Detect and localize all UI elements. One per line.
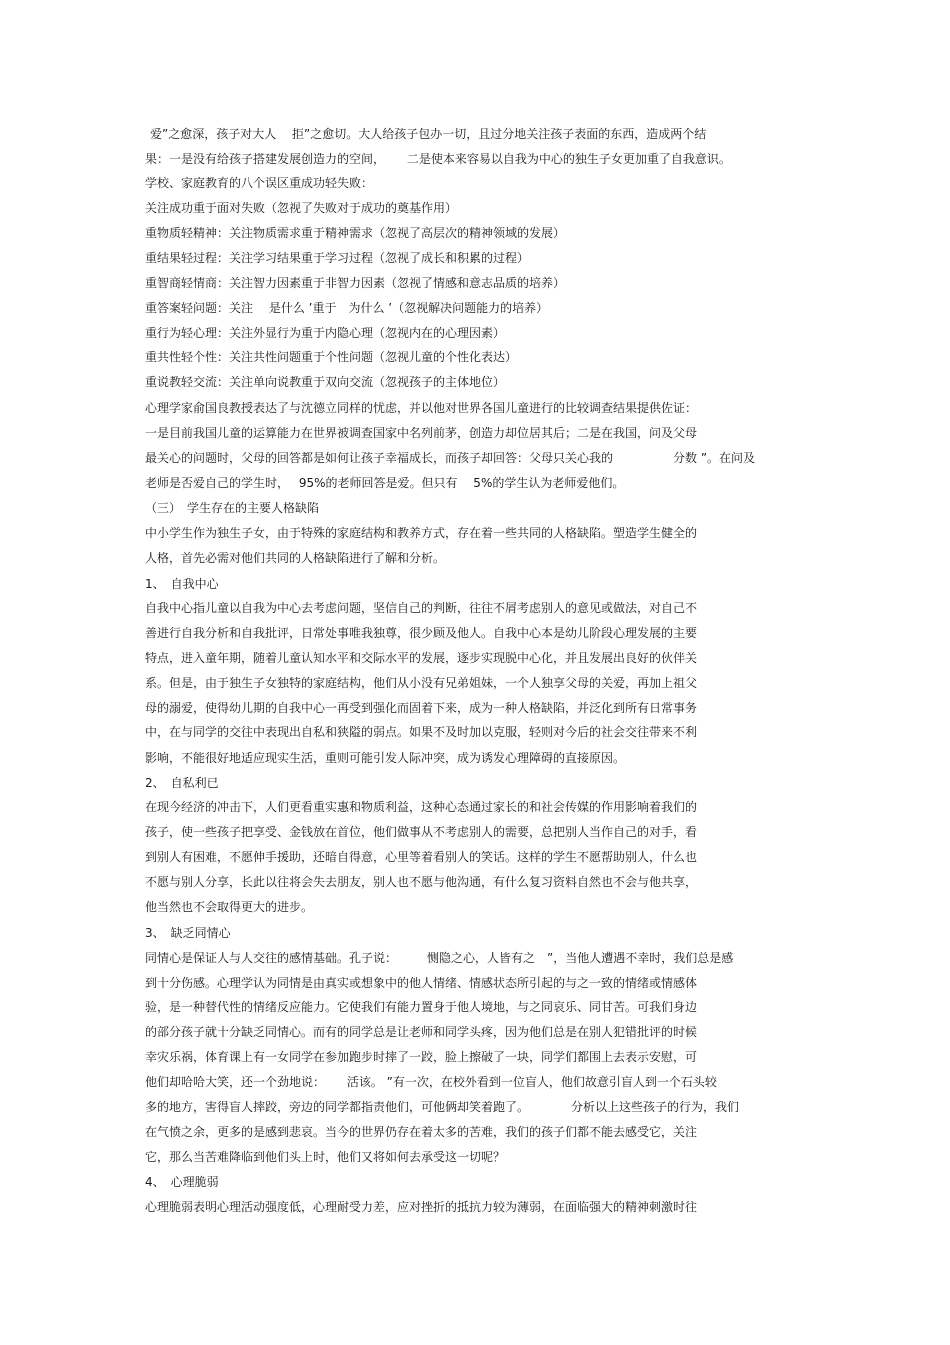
section-heading: （三） 学生存在的主要人格缺陷 — [145, 501, 320, 515]
text-line: 中小学生作为独生子女，由于特殊的家庭结构和教养方式，存在着一些共同的人格缺陷。塑造学生健全的 — [145, 526, 698, 540]
text-line: 中，在与同学的交往中表现出自私和狭隘的弱点。如果不及时加以克服，轻则对今后的社会交往带来不利 — [145, 725, 698, 739]
text-line: 在现今经济的冲击下，人们更看重实惠和物质利益，这种心态通过家长的和社会传媒的作用影响着我们的 — [145, 800, 698, 814]
text-line: 重行为轻心理：关注外显行为重于内隐心理（忽视内在的心理因素） — [145, 326, 506, 340]
text-line: 重物质轻精神：关注物质需求重于精神需求（忽视了高层次的精神领域的发展） — [145, 226, 566, 240]
text-line: 重结果轻过程：关注学习结果重于学习过程（忽视了成长和积累的过程） — [145, 251, 530, 265]
text-line: 重智商轻情商：关注智力因素重于非智力因素（忽视了情感和意志品质的培养） — [145, 276, 566, 290]
text-line: 果：一是没有给孩子搭建发展创造力的空间， 二是使本来容易以自我为中心的独生子女更加重了自我意识。 — [145, 152, 731, 166]
text-line: 不愿与别人分享，长此以往将会失去朋友，别人也不愿与他沟通，有什么复习资料自然也不会与他共享， — [145, 875, 698, 889]
text-line: 影响，不能很好地适应现实生活，重则可能引发人际冲突，成为诱发心理障碍的直接原因。 — [145, 751, 626, 765]
text-line: 到别人有困难，不愿伸手援助，还暗自得意，心里等着看别人的笑话。这样的学生不愿帮助别人，什么也 — [145, 850, 698, 864]
text-line: 验，是一种替代性的情绪反应能力。它使我们有能力置身于他人境地，与之同哀乐、同甘苦。可我们身边 — [145, 1000, 698, 1014]
text-line: 重说教轻交流：关注单向说教重于双向交流（忽视孩子的主体地位） — [145, 375, 506, 389]
section-heading: 3、 缺乏同情心 — [145, 926, 231, 940]
text-line: 一是目前我国儿童的运算能力在世界被调查国家中名列前茅，创造力却位居其后；二是在我国，问及父母 — [145, 426, 698, 440]
text-line: 老师是否爱自己的学生时， 95%的老师回答是爱。但只有 5%的学生认为老师爱他们。 — [145, 476, 625, 490]
text-line: 爱”之愈深，孩子对大人 拒”之愈切。大人给孩子包办一切，且过分地关注孩子表面的东西，造成两个结 — [150, 127, 707, 141]
section-heading: 2、 自私利已 — [145, 776, 219, 790]
text-line: 同情心是保证人与人交往的感情基础。孔子说： 恻隐之心，人皆有之 ”，当他人遭遇不幸时，我们总是感 — [145, 951, 734, 965]
text-line: 他当然也不会取得更大的进步。 — [145, 900, 314, 914]
text-line: 善进行自我分析和自我批评，日常处事唯我独尊，很少顾及他人。自我中心本是幼儿阶段心理发展的主要 — [145, 626, 698, 640]
section-heading: 4、 心理脆弱 — [145, 1175, 219, 1189]
text-line: 的部分孩子就十分缺乏同情心。而有的同学总是让老师和同学头疼，因为他们总是在别人犯错批评的时候 — [145, 1025, 698, 1039]
text-line: 它，那么当苦难降临到他们头上时，他们又将如何去承受这一切呢？ — [145, 1150, 506, 1164]
text-line: 多的地方，害得盲人摔跤，旁边的同学都指责他们，可他俩却笑着跑了。 分析以上这些孩子的行为，我们 — [145, 1100, 740, 1114]
text-line: 重答案轻问题：关注 是什么 ’重于 为什么 ’（忽视解决问题能力的培养） — [145, 301, 549, 315]
section-heading: 学校、家庭教育的八个误区重成功轻失败： — [145, 176, 374, 190]
text-line: 重共性轻个性：关注共性问题重于个性问题（忽视儿童的个性化表达） — [145, 350, 518, 364]
text-line: 他们却哈哈大笑，还一个劲地说： 活该。 ”有一次，在校外看到一位盲人，他们故意引盲人到一个石头较 — [145, 1075, 717, 1089]
text-line: 心理学家俞国良教授表达了与沈德立同样的忧虑，并以他对世界各国儿童进行的比较调查结果提供佐证： — [145, 401, 698, 415]
text-line: 自我中心指儿童以自我为中心去考虑问题，坚信自己的判断，往往不屑考虑别人的意见或做法，对自己不 — [145, 601, 698, 615]
section-heading: 1、 自我中心 — [145, 577, 219, 591]
text-line: 孩子，使一些孩子把享受、金钱放在首位，他们做事从不考虑别人的需要，总把别人当作自己的对手，看 — [145, 825, 698, 839]
text-line: 特点，进入童年期，随着儿童认知水平和交际水平的发展，逐步实现脱中心化，并且发展出良好的伙伴关 — [145, 651, 698, 665]
text-line: 幸灾乐祸，体育课上有一女同学在参加跑步时摔了一跤，脸上擦破了一块，同学们都围上去表示安慰，可 — [145, 1050, 698, 1064]
text-line: 人格，首先必需对他们共同的人格缺陷进行了解和分析。 — [145, 551, 446, 565]
text-line: 关注成功重于面对失败（忽视了失败对于成功的奠基作用） — [145, 201, 458, 215]
text-line: 心理脆弱表明心理活动强度低，心理耐受力差，应对挫折的抵抗力较为薄弱，在面临强大的精神刺激时往 — [145, 1200, 698, 1214]
text-line: 母的溺爱，使得幼儿期的自我中心一再受到强化而固着下来，成为一种人格缺陷，并泛化到所有日常事务 — [145, 701, 698, 715]
text-line: 系。但是，由于独生子女独特的家庭结构，他们从小没有兄弟姐妹，一个人独享父母的关爱，再加上祖父 — [145, 676, 698, 690]
text-line: 最关心的问题时，父母的回答都是如何让孩子幸福成长，而孩子却回答：父母只关心我的 分数 ”。在问及 — [145, 451, 756, 465]
text-line: 到十分伤感。心理学认为同情是由真实或想象中的他人情绪、情感状态所引起的与之一致的情绪或情感体 — [145, 976, 698, 990]
text-line: 在气愤之余，更多的是感到悲哀。当今的世界仍存在着太多的苦难，我们的孩子们都不能去感受它，关注 — [145, 1125, 698, 1139]
